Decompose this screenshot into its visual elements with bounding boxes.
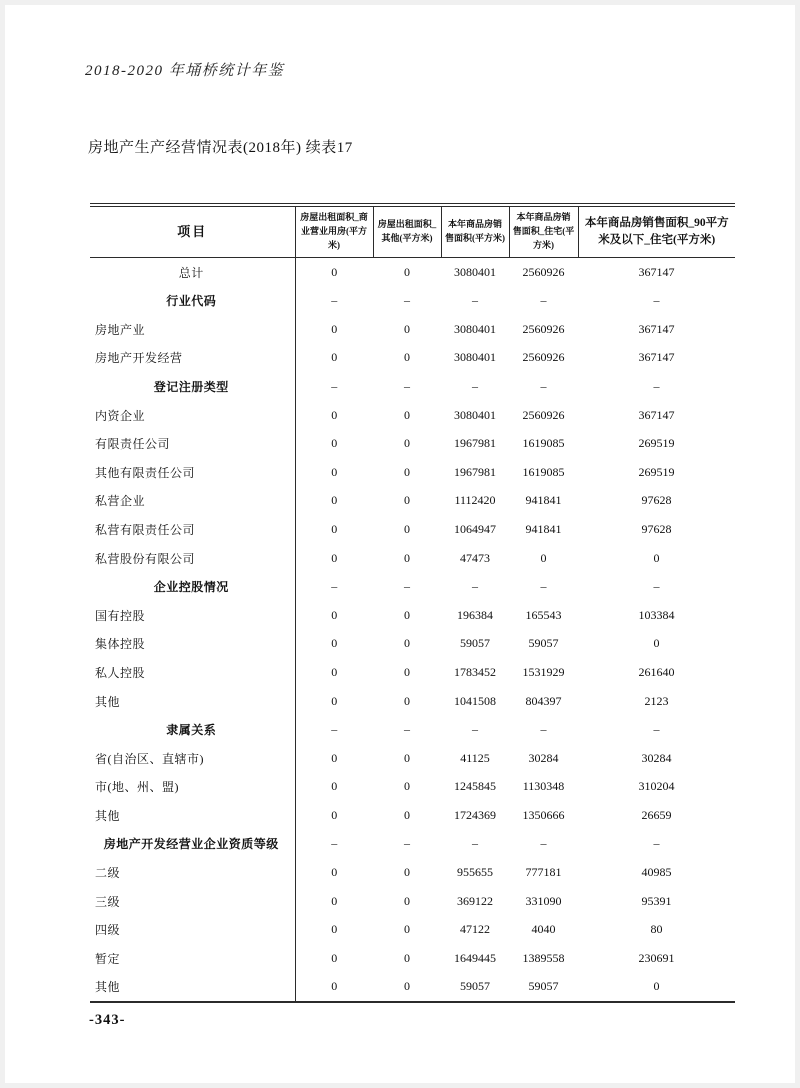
row-value: 95391 [641, 893, 672, 908]
row-value: 1389558 [522, 950, 565, 965]
row-value: 230691 [638, 950, 675, 965]
row-label: 省(自治区、直辖市) [90, 744, 295, 773]
table-row [90, 372, 735, 401]
table-row [90, 887, 735, 916]
row-label: 其他 [90, 687, 295, 716]
table-row [90, 858, 735, 887]
row-value: – [540, 722, 547, 737]
row-value: 103384 [638, 607, 675, 622]
row-value: 0 [404, 464, 410, 479]
row-value: – [472, 722, 478, 737]
row-value: 0 [331, 607, 338, 622]
table-row [90, 630, 735, 659]
row-value: 47122 [460, 922, 490, 937]
row-value: – [472, 836, 478, 851]
row-value: 0 [404, 693, 410, 708]
column-header-sold-area: 本年商品房销售面积(平方米) [441, 207, 509, 258]
row-value: 1531929 [522, 664, 565, 679]
row-value: 0 [331, 750, 338, 765]
row-value: 59057 [460, 636, 490, 651]
row-label: 二级 [90, 858, 295, 887]
table-row [90, 257, 735, 286]
table-row [90, 973, 735, 1003]
table-row [90, 687, 735, 716]
table-row [90, 286, 735, 315]
row-value: 0 [331, 779, 338, 794]
row-value: 1967981 [454, 464, 496, 479]
row-value: 1724369 [454, 807, 496, 822]
table-row [90, 830, 735, 859]
row-value: – [653, 836, 660, 851]
row-label: 其他有限责任公司 [90, 458, 295, 487]
row-value: 0 [404, 750, 410, 765]
row-label: 国有控股 [90, 601, 295, 630]
row-value: 310204 [638, 779, 675, 794]
row-value: 1649445 [454, 950, 496, 965]
row-label: 市(地、州、盟) [90, 773, 295, 802]
table-row [90, 429, 735, 458]
row-value: 0 [331, 979, 338, 994]
row-value: 0 [404, 493, 410, 508]
statistics-table-wrapper [90, 203, 735, 1003]
table-row [90, 458, 735, 487]
row-value: 0 [404, 636, 410, 651]
column-header-sold-residential: 本年商品房销售面积_住宅(平方米) [509, 207, 578, 258]
row-value: – [331, 293, 338, 308]
row-label: 登记注册类型 [90, 372, 295, 401]
table-row [90, 487, 735, 516]
row-value: 0 [331, 950, 338, 965]
table-body [90, 257, 735, 1002]
row-label: 集体控股 [90, 630, 295, 659]
row-value: 4040 [531, 922, 556, 937]
row-value: 3080401 [454, 264, 496, 279]
table-row [90, 773, 735, 802]
column-header-rented-other: 房屋出租面积_其他(平方米) [373, 207, 441, 258]
row-label: 其他 [90, 973, 295, 1003]
column-header-rented-commercial: 房屋出租面积_商业营业用房(平方米) [295, 207, 373, 258]
row-value: 1783452 [454, 664, 496, 679]
row-value: 59057 [528, 636, 559, 651]
row-value: 97628 [641, 521, 672, 536]
row-value: 2560926 [522, 407, 565, 422]
page-number: -343- [89, 1012, 126, 1028]
row-value: – [540, 579, 547, 594]
row-value: – [540, 378, 547, 393]
table-row [90, 572, 735, 601]
row-value: 0 [653, 979, 660, 994]
row-value: 0 [331, 893, 338, 908]
row-value: 804397 [525, 693, 562, 708]
row-value: 0 [331, 807, 338, 822]
row-value: 30284 [641, 750, 672, 765]
table-row [90, 315, 735, 344]
row-label: 有限责任公司 [90, 429, 295, 458]
row-value: 0 [404, 979, 410, 994]
row-value: 0 [404, 893, 410, 908]
row-value: 0 [331, 865, 338, 880]
row-value: 367147 [638, 321, 675, 336]
table-row [90, 401, 735, 430]
row-value: – [653, 722, 660, 737]
row-value: 955655 [457, 865, 493, 880]
row-value: 47473 [460, 550, 490, 565]
row-value: 0 [331, 922, 338, 937]
table-row [90, 658, 735, 687]
row-value: 0 [653, 636, 660, 651]
row-value: – [472, 579, 478, 594]
row-value: 0 [331, 264, 338, 279]
column-header-sold-under90: 本年商品房销售面积_90平方米及以下_住宅(平方米) [578, 207, 735, 258]
row-label: 行业代码 [90, 286, 295, 315]
row-value: 30284 [528, 750, 559, 765]
row-value: – [331, 722, 338, 737]
row-value: 3080401 [454, 350, 496, 365]
table-row [90, 744, 735, 773]
row-label: 私营有限责任公司 [90, 515, 295, 544]
row-label: 总计 [90, 257, 295, 286]
row-value: 0 [331, 636, 338, 651]
row-value: 2560926 [522, 264, 565, 279]
row-value: – [540, 836, 547, 851]
row-value: 0 [404, 436, 410, 451]
row-value: 3080401 [454, 407, 496, 422]
row-label: 内资企业 [90, 401, 295, 430]
table-header [90, 207, 735, 258]
row-value: 26659 [641, 807, 672, 822]
row-value: 0 [331, 436, 338, 451]
row-value: 0 [404, 664, 410, 679]
row-value: 369122 [457, 893, 493, 908]
row-value: – [540, 293, 547, 308]
row-value: 0 [404, 607, 410, 622]
row-value: 0 [404, 321, 410, 336]
table-row [90, 915, 735, 944]
row-value: – [472, 293, 478, 308]
row-value: – [653, 579, 660, 594]
row-value: 1967981 [454, 436, 496, 451]
row-value: 0 [331, 350, 338, 365]
row-label: 私营股份有限公司 [90, 544, 295, 573]
row-value: – [404, 579, 410, 594]
row-value: – [653, 293, 660, 308]
row-value: – [404, 836, 410, 851]
table-row [90, 601, 735, 630]
row-value: 0 [404, 865, 410, 880]
row-value: 0 [653, 550, 660, 565]
row-value: 80 [650, 922, 663, 937]
row-value: 941841 [525, 521, 562, 536]
row-value: 1350666 [522, 807, 565, 822]
row-value: – [404, 722, 410, 737]
table-row [90, 801, 735, 830]
statistics-table [90, 206, 735, 1003]
table-row [90, 515, 735, 544]
row-value: 0 [404, 407, 410, 422]
row-value: 0 [404, 807, 410, 822]
row-label: 私人控股 [90, 658, 295, 687]
row-value: 0 [331, 407, 338, 422]
row-label: 房地产开发经营 [90, 344, 295, 373]
row-value: 2560926 [522, 321, 565, 336]
row-value: 1619085 [522, 464, 565, 479]
row-value: 777181 [525, 865, 562, 880]
row-value: – [404, 293, 410, 308]
row-value: 1130348 [522, 779, 565, 794]
row-label: 房地产业 [90, 315, 295, 344]
row-value: 0 [331, 664, 338, 679]
row-value: 367147 [638, 407, 675, 422]
row-value: 0 [331, 550, 338, 565]
table-header-row [90, 207, 735, 258]
row-value: 367147 [638, 350, 675, 365]
row-value: 0 [404, 264, 410, 279]
row-value: 40985 [641, 865, 672, 880]
row-label: 四级 [90, 915, 295, 944]
row-value: 261640 [638, 664, 675, 679]
row-value: 97628 [641, 493, 672, 508]
column-header-item: 项目 [90, 207, 295, 258]
row-value: – [653, 378, 660, 393]
row-value: 0 [331, 693, 338, 708]
row-value: 0 [331, 493, 338, 508]
row-value: – [331, 836, 338, 851]
table-row [90, 715, 735, 744]
row-value: 367147 [638, 264, 675, 279]
row-value: 2560926 [522, 350, 565, 365]
row-label: 暂定 [90, 944, 295, 973]
row-value: 1064947 [454, 521, 496, 536]
row-value: 2123 [644, 693, 669, 708]
row-value: 165543 [525, 607, 562, 622]
table-row [90, 344, 735, 373]
row-value: 0 [404, 779, 410, 794]
table-title: 房地产生产经营情况表(2018年) 续表17 [88, 140, 353, 156]
row-value: – [472, 378, 478, 393]
row-label: 私营企业 [90, 487, 295, 516]
row-value: 1245845 [454, 779, 496, 794]
row-value: 1112420 [454, 493, 496, 508]
row-value: 0 [404, 521, 410, 536]
row-value: 0 [331, 521, 338, 536]
row-value: 269519 [638, 464, 675, 479]
row-value: 3080401 [454, 321, 496, 336]
row-label: 隶属关系 [90, 715, 295, 744]
row-value: 0 [404, 350, 410, 365]
row-value: 941841 [525, 493, 562, 508]
table-row [90, 544, 735, 573]
row-value: – [404, 378, 410, 393]
row-value: 0 [331, 321, 338, 336]
row-label: 企业控股情况 [90, 572, 295, 601]
row-label: 三级 [90, 887, 295, 916]
row-value: 0 [331, 464, 338, 479]
row-value: 41125 [460, 750, 490, 765]
row-value: – [331, 378, 338, 393]
row-value: 269519 [638, 436, 675, 451]
row-value: 0 [404, 950, 410, 965]
row-value: 0 [540, 550, 547, 565]
row-value: 1041508 [454, 693, 496, 708]
row-label: 其他 [90, 801, 295, 830]
book-title: 2018-2020 年埇桥统计年鉴 [85, 63, 285, 79]
row-value: 1619085 [522, 436, 565, 451]
row-value: – [331, 579, 338, 594]
row-value: 0 [404, 922, 410, 937]
row-value: 0 [404, 550, 410, 565]
table-row [90, 944, 735, 973]
row-value: 196384 [457, 607, 493, 622]
row-label: 房地产开发经营业企业资质等级 [90, 830, 295, 859]
row-value: 59057 [528, 979, 559, 994]
row-value: 59057 [460, 979, 490, 994]
row-value: 331090 [525, 893, 562, 908]
